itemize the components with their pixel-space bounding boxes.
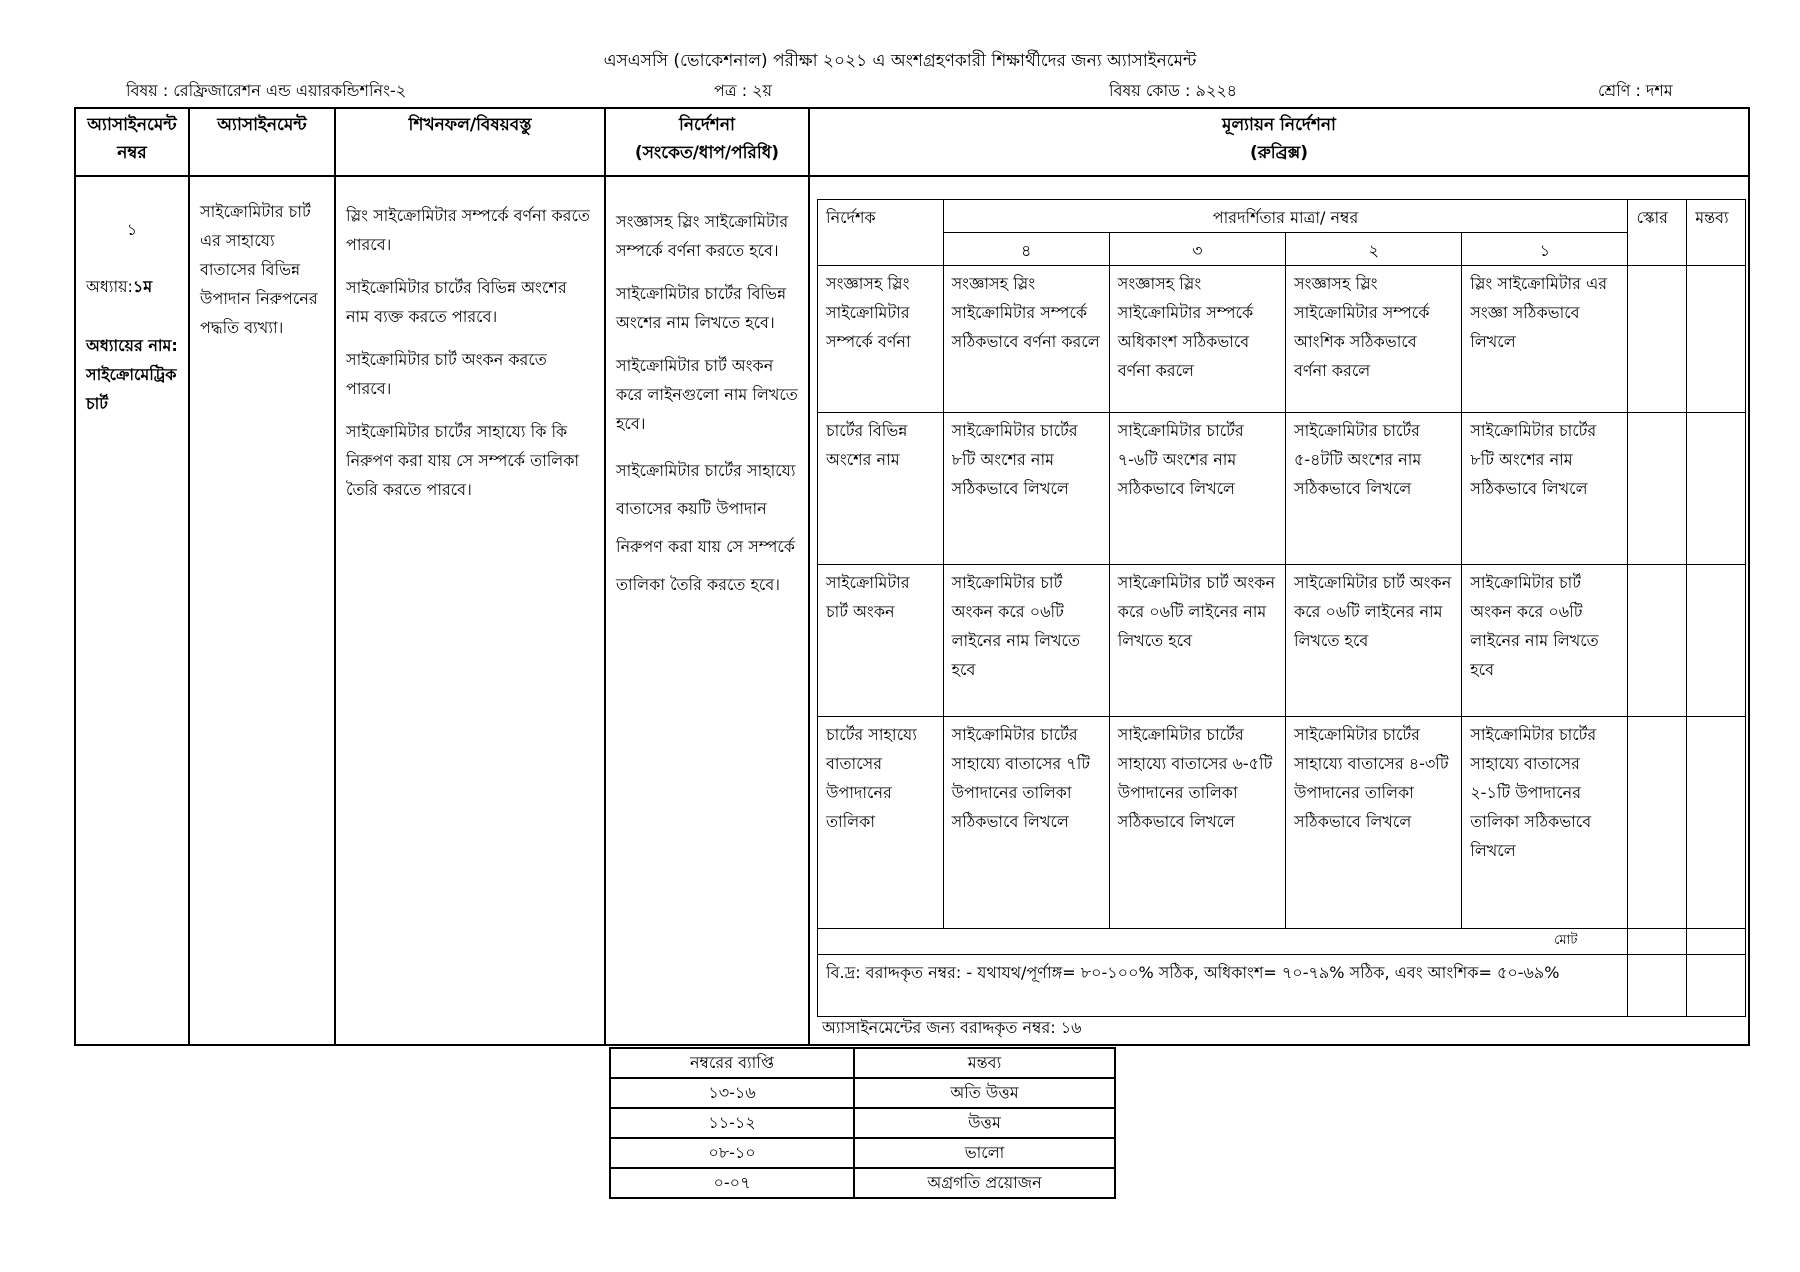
rubric-total-comment xyxy=(1687,929,1746,955)
assignment-description-cell xyxy=(189,176,335,1045)
instruction-item: সাইক্রোমিটার চার্টের সাহায্যে বাতাসের কয়টি উপাদান নিরুপণ করা যায় সে সম্পর্কে তালিকা তৈরি করতে হবে। xyxy=(616,461,796,594)
header-assignment: অ্যাসাইনমেন্ট xyxy=(189,108,335,176)
rubric-comment-cell xyxy=(1687,717,1746,929)
outcome-item: সাইক্রোমিটার চার্ট অংকন করতে পারবে। xyxy=(346,350,547,398)
rubric-cell: সংজ্ঞাসহ স্লিং সাইক্রোমিটার সম্পর্কে অধিকাংশ সঠিকভাবে বর্ণনা করলে xyxy=(1109,266,1285,413)
rubric-row xyxy=(818,717,1746,929)
allotted-marks: অ্যাসাইনমেন্টের জন্য বরাদ্দকৃত নম্বর: ১৬ xyxy=(822,1018,1082,1037)
chapter-value: ১ম xyxy=(132,277,153,296)
rubric-note-score xyxy=(1628,955,1687,1017)
rubric-comment-cell xyxy=(1687,266,1746,413)
assignment-description: সাইক্রোমিটার চার্ট এর সাহায্যে বাতাসের বিভিন্ন উপাদান নিরুপনের পদ্ধতি ব্যখ্যা। xyxy=(200,202,318,337)
assignment-number-cell xyxy=(75,176,189,1045)
chapter-name: সাইক্রোমেট্রিক চার্ট xyxy=(86,365,177,413)
rubric-level-3: ৩ xyxy=(1109,233,1285,266)
rubric-cell: সাইক্রোমিটার চার্টের ৫-৪টটি অংশের নাম সঠিকভাবে লিখলে xyxy=(1286,413,1462,565)
rubric-level-row xyxy=(818,233,1746,266)
rubric-cell: সাইক্রোমিটার চার্টের সাহায্যে বাতাসের ৭টি উপাদানের তালিকা সঠিকভাবে লিখলে xyxy=(943,717,1109,929)
outcome-item: স্লিং সাইক্রোমিটার সম্পর্কে বর্ণনা করতে পারবে। xyxy=(346,206,590,254)
grading-range: ০-০৭ xyxy=(610,1168,854,1198)
subject-code-label: বিষয় কোড : ৯২২৪ xyxy=(1109,81,1238,100)
rubric-total-label: মোট xyxy=(818,929,1628,955)
document-title: এসএসসি (ভোকেশনাল) পরীক্ষা ২০২১ এ অংশগ্রহণকারী শিক্ষার্থীদের জন্য অ্যাসাইনমেন্ট xyxy=(603,51,1197,71)
rubric-level-header: পারদর্শিতার মাত্রা/ নম্বর xyxy=(943,200,1628,233)
header-evaluation xyxy=(809,108,1749,176)
rubric-cell: সাইক্রোমিটার চার্ট অংকন করে ০৬টি লাইনের নাম লিখতে হবে xyxy=(1462,565,1628,717)
rubric-cell: সাইক্রোমিটার চার্টের সাহায্যে বাতাসের ২-১টি উপাদানের তালিকা সঠিকভাবে লিখলে xyxy=(1462,717,1628,929)
grading-range: ১১-১২ xyxy=(610,1108,854,1138)
header-evaluation-line1: মূল্যায়ন নির্দেশনা xyxy=(1222,115,1336,135)
rubric-cell: সাইক্রোমিটার চার্ট অংকন করে ০৬টি লাইনের নাম লিখতে হবে xyxy=(1109,565,1285,717)
instruction-item: সংজ্ঞাসহ স্লিং সাইক্রোমিটার সম্পর্কে বর্ণনা করতে হবে। xyxy=(616,212,789,260)
header-instructions xyxy=(605,108,809,176)
chapter-line xyxy=(86,272,178,301)
rubric-comment-cell xyxy=(1687,565,1746,717)
grading-comment: অতি উত্তম xyxy=(854,1078,1115,1108)
chapter-label: অধ্যায়: xyxy=(86,277,133,296)
rubric-comment-header: মন্তব্য xyxy=(1687,200,1746,266)
header-outcomes: শিখনফল/বিষয়বস্তু xyxy=(335,108,605,176)
instruction-item: সাইক্রোমিটার চার্ট অংকন করে লাইনগুলো নাম লিখতে হবে। xyxy=(616,356,798,433)
header-instructions-line1: নির্দেশনা xyxy=(679,115,735,135)
assignment-number: ১ xyxy=(126,220,138,239)
chapter-name-label: অধ্যায়ের নাম: xyxy=(86,336,178,355)
assignment-number-content xyxy=(76,177,188,418)
rubric-criterion: সাইক্রোমিটার চার্ট অংকন xyxy=(818,565,944,717)
rubric-note-comment xyxy=(1687,955,1746,1017)
rubric-score-cell xyxy=(1628,565,1687,717)
rubric-level-4: ৪ xyxy=(943,233,1109,266)
rubric-cell: সংজ্ঞাসহ স্লিং সাইক্রোমিটার সম্পর্কে সঠিকভাবে বর্ণনা করলে xyxy=(943,266,1109,413)
rubric-note-row xyxy=(818,955,1746,1017)
rubric-criterion: সংজ্ঞাসহ স্লিং সাইক্রোমিটার সম্পর্কে বর্ণনা xyxy=(818,266,944,413)
rubric-criterion: চার্টের সাহায্যে বাতাসের উপাদানের তালিকা xyxy=(818,717,944,929)
grading-header-range: নম্বরের ব্যাপ্তি xyxy=(610,1048,854,1078)
rubric-cell: সাইক্রোমিটার চার্ট অংকন করে ০৬টি লাইনের নাম লিখতে হবে xyxy=(1286,565,1462,717)
rubric-cell: সাইক্রোমিটার চার্টের ৮টি অংশের নাম সঠিকভাবে লিখলে xyxy=(1462,413,1628,565)
rubric-level-1: ১ xyxy=(1462,233,1628,266)
rubric-criterion-header: নির্দেশক xyxy=(818,200,944,266)
rubric-comment-cell xyxy=(1687,413,1746,565)
class-label: শ্রেণি : দশম xyxy=(1598,81,1673,100)
grading-header-row xyxy=(610,1048,1115,1078)
rubric-cell: সংজ্ঞাসহ স্লিং সাইক্রোমিটার সম্পর্কে আংশিক সঠিকভাবে বর্ণনা করলে xyxy=(1286,266,1462,413)
subject-label: বিষয় : রেফ্রিজারেশন এন্ড এয়ারকন্ডিশনিং-২ xyxy=(126,81,407,100)
assignment-table-header xyxy=(75,108,1749,176)
grading-row xyxy=(610,1078,1115,1108)
grading-table xyxy=(609,1047,1116,1199)
header-instructions-line2: (সংকেত/ধাপ/পরিধি) xyxy=(634,143,780,163)
instructions-list xyxy=(606,177,808,604)
grading-row xyxy=(610,1108,1115,1138)
rubric-total-row xyxy=(818,929,1746,955)
instruction-item: সাইক্রোমিটার চার্টের বিভিন্ন অংশের নাম লিখতে হবে। xyxy=(616,284,787,332)
instructions-cell xyxy=(605,176,809,1045)
rubric-score-cell xyxy=(1628,266,1687,413)
grading-comment: উত্তম xyxy=(854,1108,1115,1138)
rubric-row xyxy=(818,565,1746,717)
rubric-row xyxy=(818,266,1746,413)
rubric-cell: সাইক্রোমিটার চার্টের ৭-৬টি অংশের নাম সঠিকভাবে লিখলে xyxy=(1109,413,1285,565)
grading-header-comment: মন্তব্য xyxy=(854,1048,1115,1078)
rubric-score-header: স্কোর xyxy=(1628,200,1687,266)
rubric-score-cell xyxy=(1628,717,1687,929)
rubric-cell: স্লিং সাইক্রোমিটার এর সংজ্ঞা সঠিকভাবে লিখলে xyxy=(1462,266,1628,413)
rubric-header-row xyxy=(818,200,1746,233)
rubric-level-2: ২ xyxy=(1286,233,1462,266)
outcomes-list xyxy=(336,177,604,504)
grading-comment: ভালো xyxy=(854,1138,1115,1168)
outcome-item: সাইক্রোমিটার চার্টের সাহায্যে কি কি নিরুপণ করা যায় সে সম্পর্কে তালিকা তৈরি করতে পারবে। xyxy=(346,422,580,499)
grading-row xyxy=(610,1168,1115,1198)
rubric-criterion: চার্টের বিভিন্ন অংশের নাম xyxy=(818,413,944,565)
grading-row xyxy=(610,1138,1115,1168)
rubric-row xyxy=(818,413,1746,565)
header-evaluation-line2: (রুব্রিক্স) xyxy=(1249,143,1309,163)
grading-range: ০৮-১০ xyxy=(610,1138,854,1168)
grading-range: ১৩-১৬ xyxy=(610,1078,854,1108)
rubric-cell: সাইক্রোমিটার চার্টের ৮টি অংশের নাম সঠিকভাবে লিখলে xyxy=(943,413,1109,565)
grading-comment: অগ্রগতি প্রয়োজন xyxy=(854,1168,1115,1198)
rubric-total-score xyxy=(1628,929,1687,955)
rubric-table xyxy=(817,199,1746,1017)
rubric-cell: সাইক্রোমিটার চার্টের সাহায্যে বাতাসের ৪-৩টি উপাদানের তালিকা সঠিকভাবে লিখলে xyxy=(1286,717,1462,929)
paper-label: পত্র : ২য় xyxy=(714,81,773,100)
header-assignment-number: অ্যাসাইনমেন্ট নম্বর xyxy=(75,108,189,176)
outcome-item: সাইক্রোমিটার চার্টের বিভিন্ন অংশের নাম ব্যক্ত করতে পারবে। xyxy=(346,278,567,326)
outcomes-cell xyxy=(335,176,605,1045)
rubric-cell: সাইক্রোমিটার চার্ট অংকন করে ০৬টি লাইনের নাম লিখতে হবে xyxy=(943,565,1109,717)
rubric-score-cell xyxy=(1628,413,1687,565)
rubric-cell: সাইক্রোমিটার চার্টের সাহায্যে বাতাসের ৬-৫টি উপাদানের তালিকা সঠিকভাবে লিখলে xyxy=(1109,717,1285,929)
rubric-note: বি.দ্র: বরাদ্দকৃত নম্বর: - যথাযথ/পূর্ণাঙ্গ= ৮০-১০০% সঠিক, অধিকাংশ= ৭০-৭৯% সঠিক, এবং আংশিক= ৫০-৬৯% xyxy=(818,955,1628,1017)
